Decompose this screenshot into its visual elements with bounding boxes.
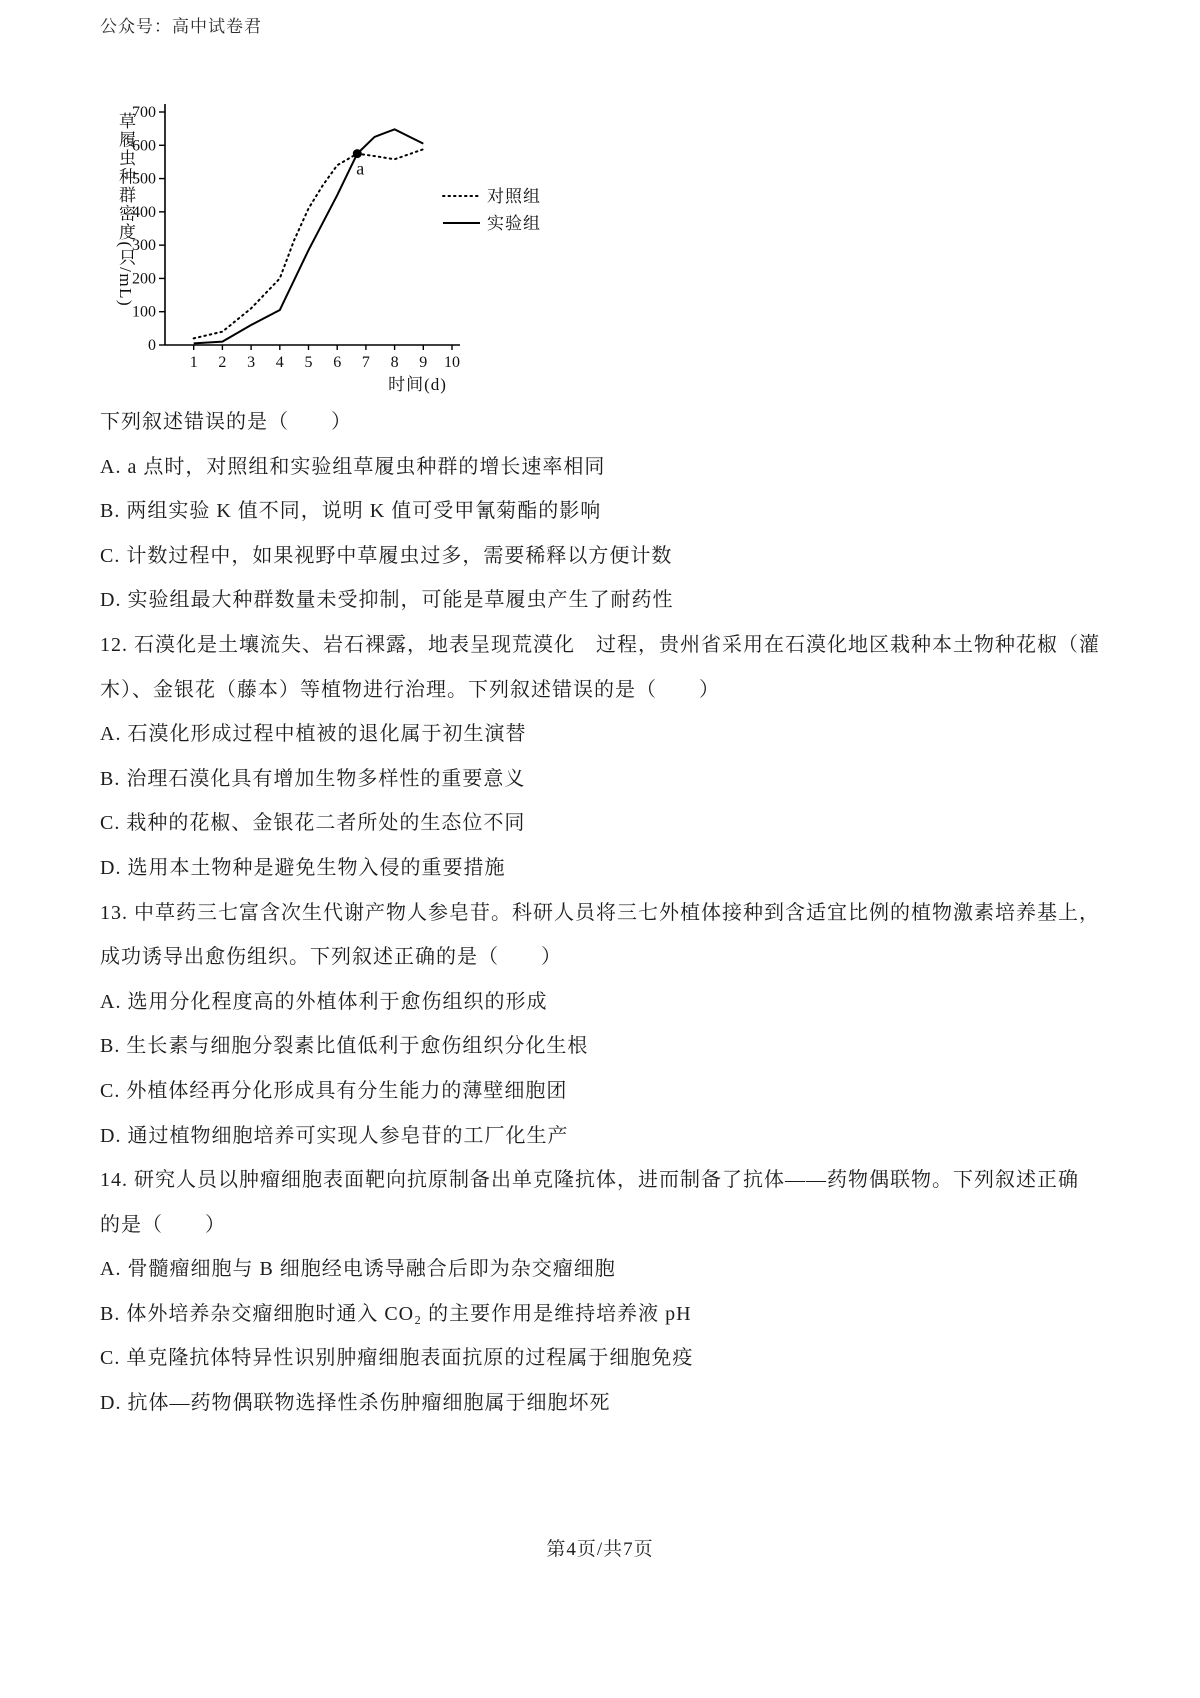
text-line: 14. 研究人员以肿瘤细胞表面靶向抗原制备出单克隆抗体，进而制备了抗体——药物偶联物。下列叙述正确 [100, 1169, 1079, 1192]
y-tick-label: 400 [132, 203, 156, 221]
text-line: C. 外植体经再分化形成具有分生能力的薄壁细胞团 [100, 1079, 568, 1102]
text-line: D. 通过植物细胞培养可实现人参皂苷的工厂化生产 [100, 1124, 569, 1147]
x-tick-label: 10 [444, 354, 460, 371]
legend-label: 实验组 [487, 214, 541, 233]
text-line: B. 治理石漠化具有增加生物多样性的重要意义 [100, 767, 526, 790]
text-line: D. 抗体—药物偶联物选择性杀伤肿瘤细胞属于细胞坏死 [100, 1392, 611, 1415]
y-tick-label: 600 [132, 137, 156, 155]
x-tick-label: 2 [218, 354, 227, 371]
y-tick-label: 100 [132, 303, 156, 321]
x-tick-label: 1 [189, 354, 198, 371]
chart-y-axis-label: 草履虫种群密度(只/mL) [116, 112, 135, 308]
question-text-block [100, 400, 1115, 1426]
x-tick-label: 3 [247, 354, 256, 371]
text-line: 13. 中草药三七富含次生代谢产物人参皂苷。科研人员将三七外植体接种到含适宜比例的植物激素培养基上， [100, 901, 1100, 924]
x-axis-title: 时间(d) [388, 375, 447, 394]
text-line: 下列叙述错误的是（ ） [100, 411, 352, 433]
x-tick-label: 5 [304, 354, 313, 371]
text-line: C. 单克隆抗体特异性识别肿瘤细胞表面抗原的过程属于细胞免疫 [100, 1347, 694, 1370]
watermark-text: 公众号：高中试卷君 [100, 17, 262, 36]
x-tick-label: 4 [275, 354, 284, 371]
text-line: D. 实验组最大种群数量未受抑制，可能是草履虫产生了耐药性 [100, 589, 674, 612]
text-line: B. 生长素与细胞分裂素比值低利于愈伤组织分化生根 [100, 1035, 589, 1058]
annotation-label: a [356, 158, 365, 179]
text-line: A. 选用分化程度高的外植体利于愈伤组织的形成 [100, 990, 548, 1013]
x-tick-label: 9 [419, 354, 428, 371]
series-实验组 [194, 129, 424, 343]
text-line: B. 两组实验 K 值不同，说明 K 值可受甲氰菊酯的影响 [100, 500, 602, 523]
text-line: 木）、金银花（藤本）等植物进行治理。下列叙述错误的是（ ） [100, 678, 720, 701]
y-tick-label: 200 [132, 270, 156, 288]
page-number: 第4页/共7页 [546, 1539, 654, 1560]
text-line: C. 计数过程中，如果视野中草履虫过多，需要稀释以方便计数 [100, 544, 673, 567]
text-line: B. 体外培养杂交瘤细胞时通入 CO₂ 的主要作用是维持培养液 pH [100, 1302, 692, 1325]
text-line: D. 选用本土物种是避免生物入侵的重要措施 [100, 856, 506, 879]
y-tick-label: 500 [132, 170, 156, 188]
y-tick-label: 300 [132, 237, 156, 255]
x-tick-label: 8 [390, 354, 399, 371]
x-tick-label: 7 [361, 354, 370, 371]
text-line: A. a 点时，对照组和实验组草履虫种群的增长速率相同 [100, 455, 606, 478]
y-tick-label: 0 [148, 337, 156, 354]
series-对照组 [194, 149, 424, 338]
population-chart-svg [100, 82, 660, 412]
population-chart [100, 82, 660, 412]
text-line: 成功诱导出愈伤组织。下列叙述正确的是（ ） [100, 946, 562, 969]
annotation-point [353, 149, 362, 158]
legend-label: 对照组 [487, 187, 541, 206]
text-line: C. 栽种的花椒、金银花二者所处的生态位不同 [100, 812, 526, 835]
text-line: A. 骨髓瘤细胞与 B 细胞经电诱导融合后即为杂交瘤细胞 [100, 1258, 616, 1281]
text-line: 的是（ ） [100, 1213, 226, 1236]
text-line: A. 石漠化形成过程中植被的退化属于初生演替 [100, 723, 527, 746]
text-line: 12. 石漠化是土壤流失、岩石裸露，地表呈现荒漠化 过程，贵州省采用在石漠化地区栽种本土物种花椒（灌 [100, 633, 1100, 656]
x-tick-label: 6 [333, 354, 342, 371]
y-tick-label: 700 [132, 104, 156, 121]
